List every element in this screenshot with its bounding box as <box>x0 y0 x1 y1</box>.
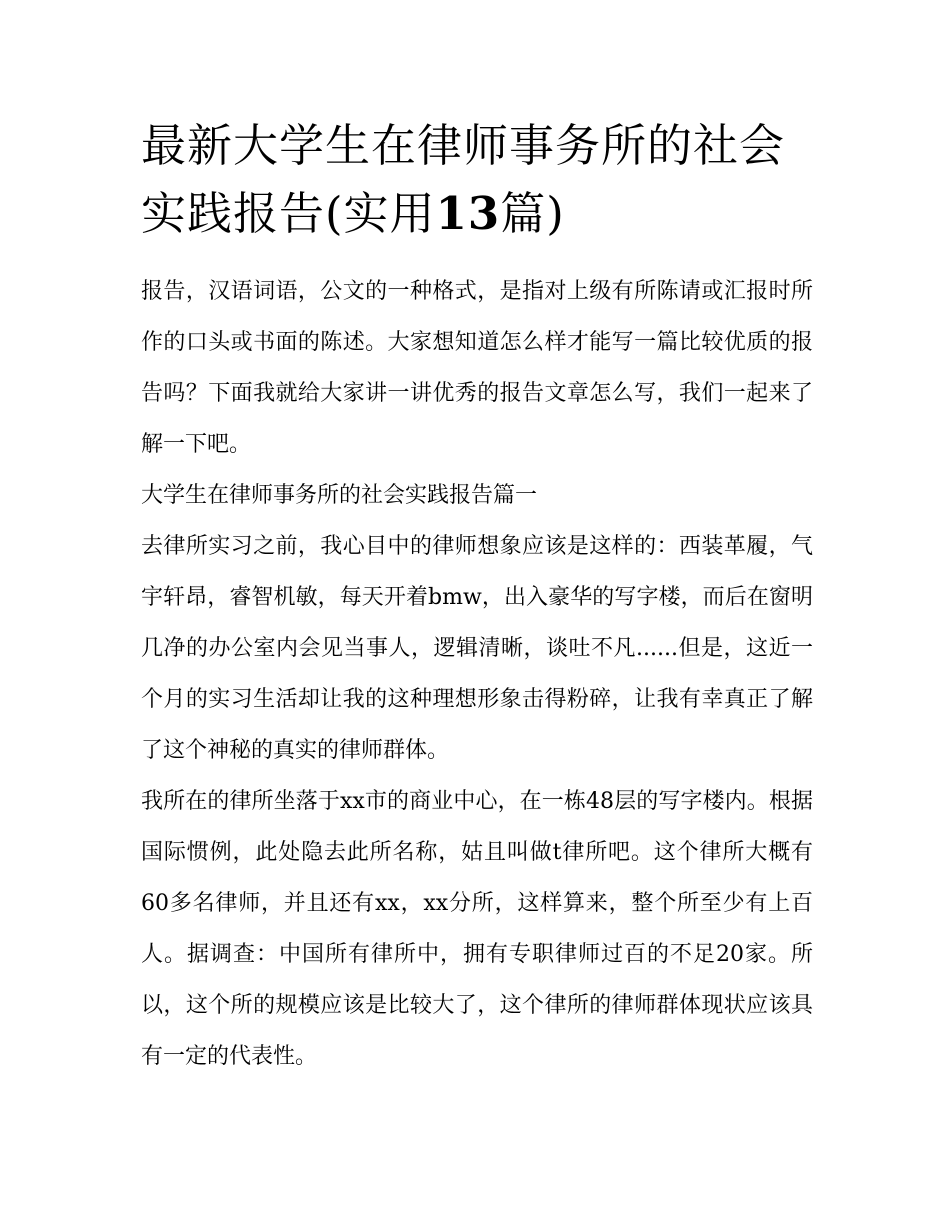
body-paragraph: 我所在的律所坐落于xx市的商业中心，在一栋48层的写字楼内。根据国际惯例，此处隐去此所名称，姑且叫做t律所吧。这个律所大概有60多名律师，并且还有xx，xx分所，这样算来，整个所至少有上百人。据调查：中国所有律所中，拥有专职律师过百的不足20家。所以，这个所的规模应该是比较大了，这个律所的律师群体现状应该具有一定的代表性。 <box>141 789 813 1069</box>
title-text-part1: 最新大学生在律师事务所的社会实践报告(实用 <box>141 119 786 240</box>
title-text-part2: 篇) <box>500 187 565 240</box>
title-number: 13 <box>435 187 501 240</box>
document-content <box>141 112 813 1082</box>
section-heading: 大学生在律师事务所的社会实践报告篇一 <box>141 483 538 508</box>
intro-paragraph: 报告，汉语词语，公文的一种格式，是指对上级有所陈请或汇报时所作的口头或书面的陈述。大家想知道怎么样才能写一篇比较优质的报告吗？下面我就给大家讲一讲优秀的报告文章怎么写，我们一起来了解一下吧。 <box>141 279 813 457</box>
document-body <box>141 266 813 1082</box>
document-title <box>141 112 813 248</box>
body-paragraph: 去律所实习之前，我心目中的律师想象应该是这样的：西装革履，气宇轩昂，睿智机敏，每天开着bmw，出入豪华的写字楼，而后在窗明几净的办公室内会见当事人，逻辑清晰，谈吐不凡......但是，这近一个月的实习生活却让我的这种理想形象击得粉碎，让我有幸真正了解了这个神秘的真实的律师群体。 <box>141 534 813 763</box>
